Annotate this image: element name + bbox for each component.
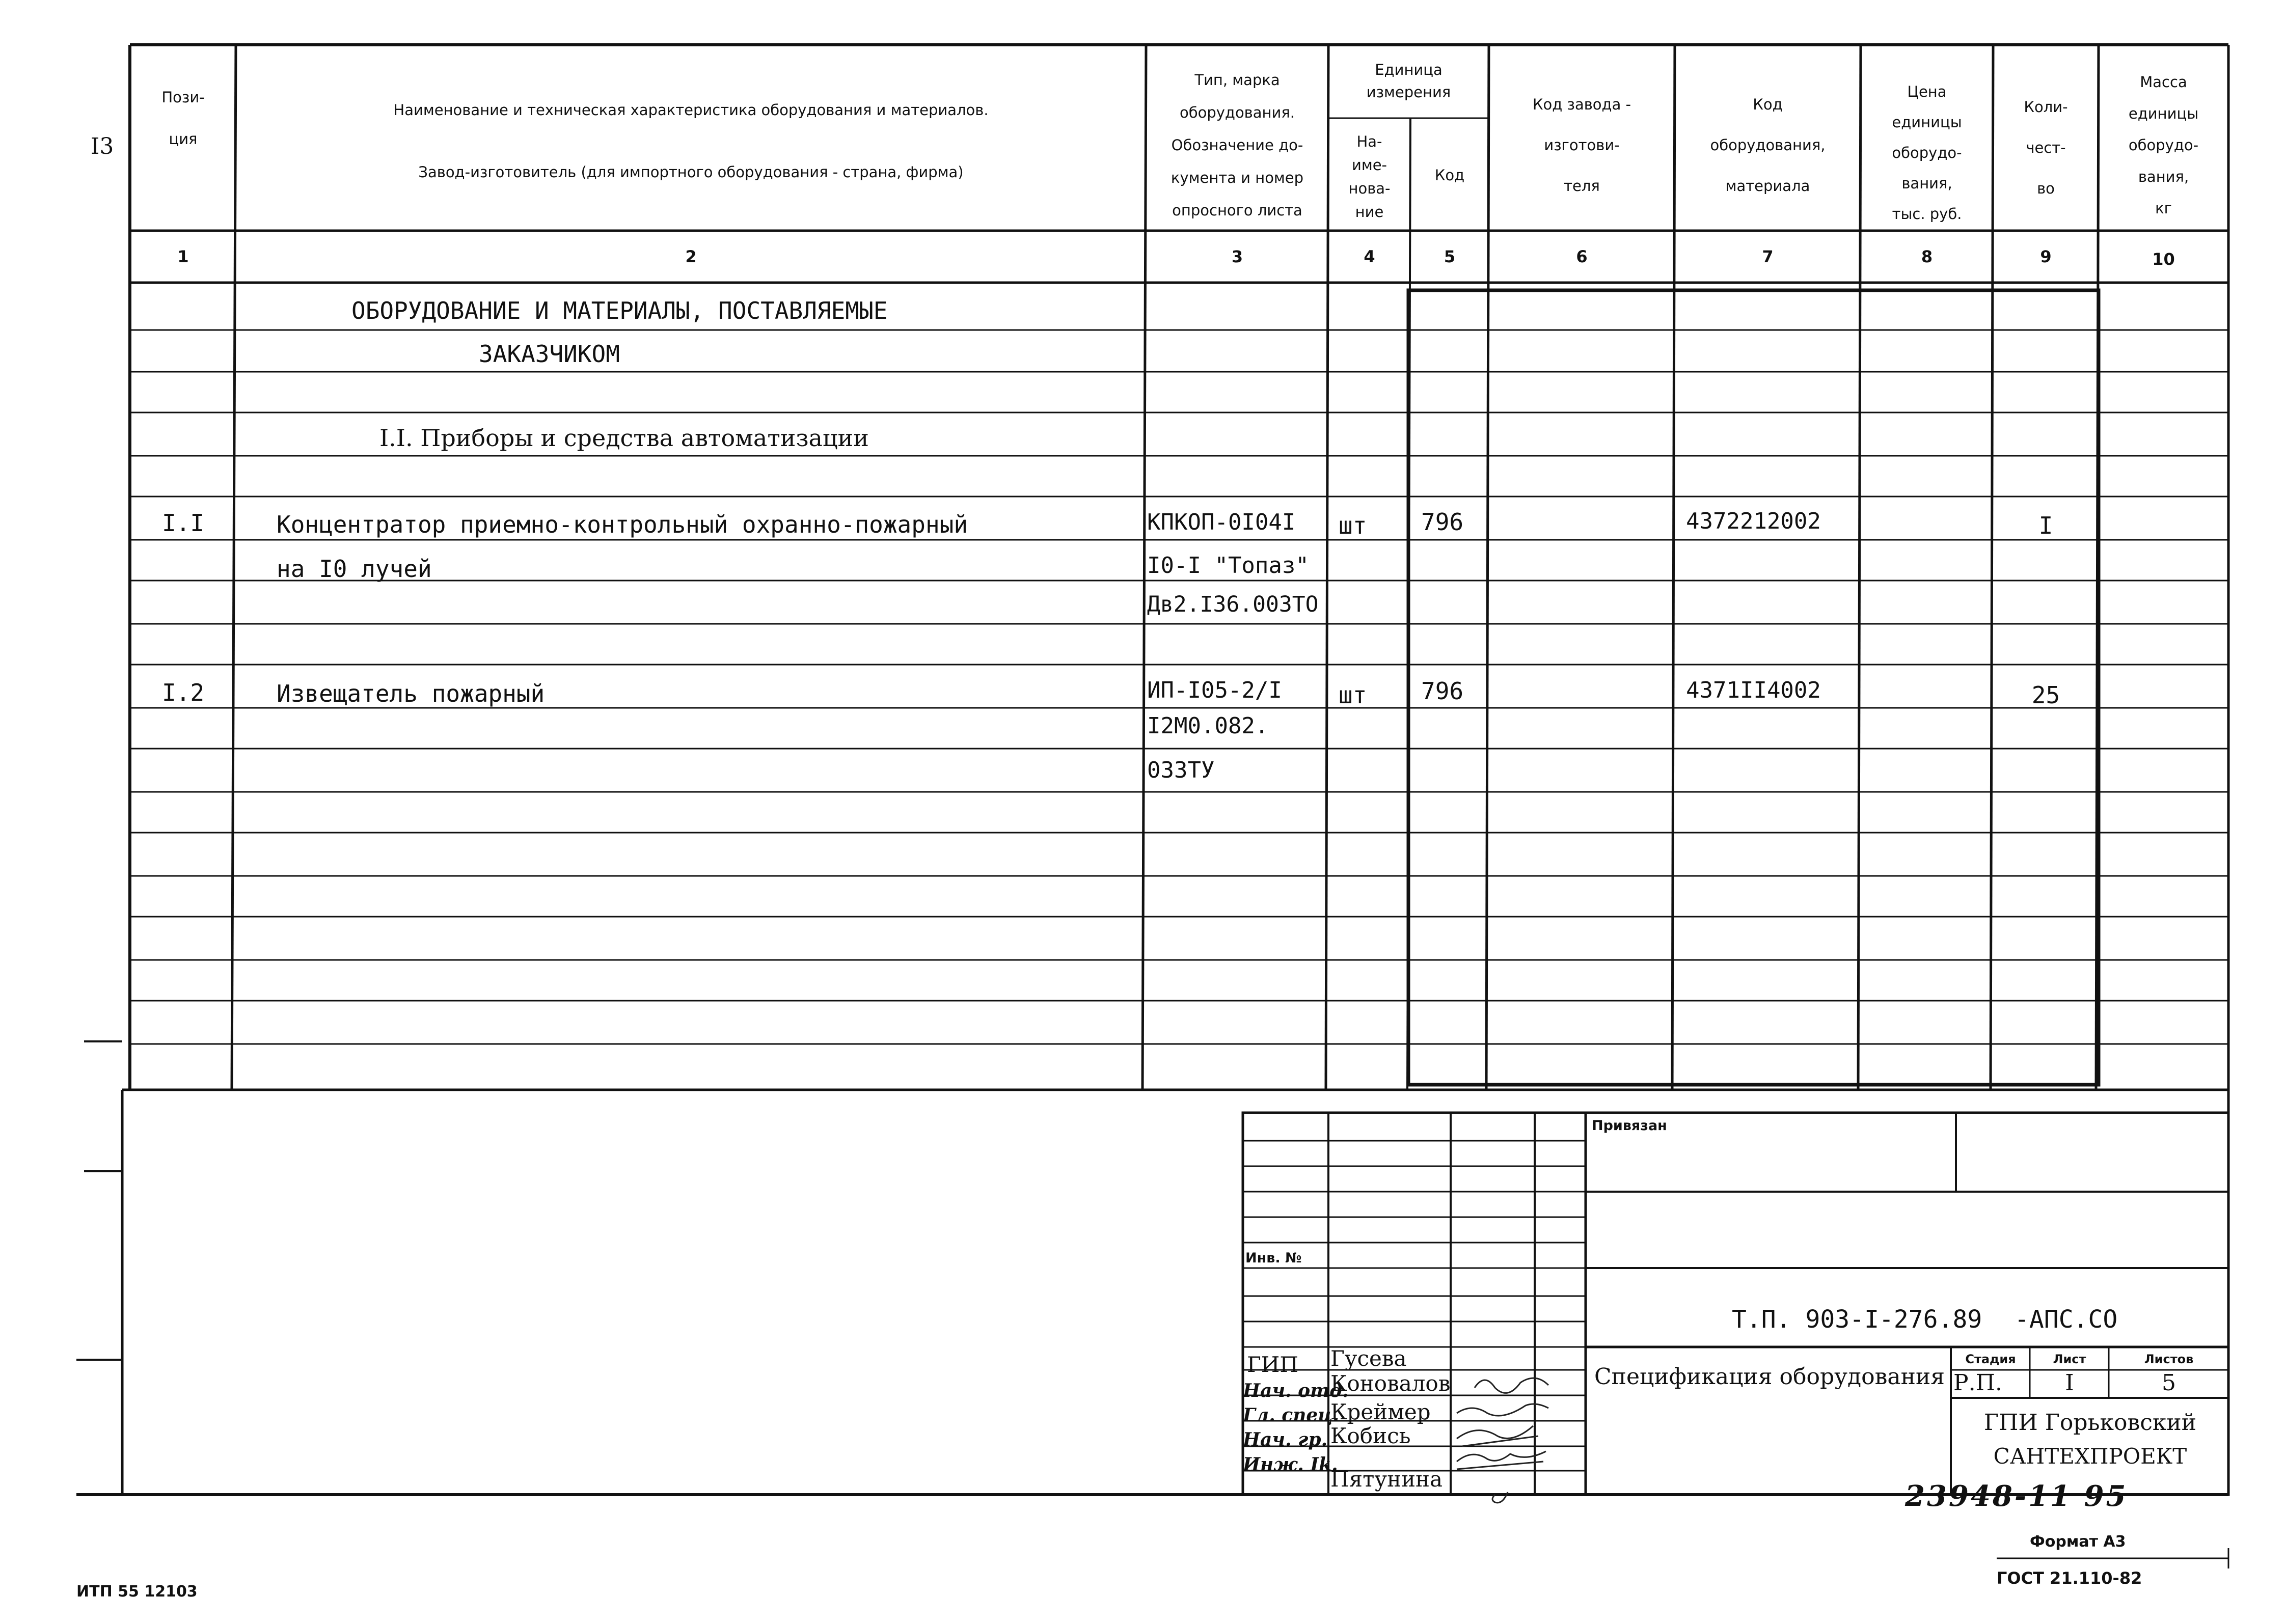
header-unit-group: Единица измерения xyxy=(1366,61,1451,101)
gost-label: ГОСТ 21.110-82 xyxy=(1997,1568,2142,1588)
format-label: Формат А3 xyxy=(2030,1533,2126,1551)
footer-code: ИТП 55 12103 xyxy=(76,1583,198,1601)
stamp-title: Спецификация оборудования xyxy=(1594,1364,1945,1390)
item1-position: I.I xyxy=(161,509,205,537)
header-col7: Код оборудования, материала xyxy=(1710,96,1826,195)
item2-type-line1: ИП-I05-2/I xyxy=(1147,677,1282,703)
colnum-4: 4 xyxy=(1364,247,1375,266)
header-col9: Коли- чест- во xyxy=(2024,98,2068,197)
item2-type-line3: 033ТУ xyxy=(1147,757,1215,783)
colnum-6: 6 xyxy=(1576,247,1588,266)
item1-name-line2: на I0 лучей xyxy=(277,555,432,583)
item2-unit-code: 796 xyxy=(1421,677,1464,705)
handwritten-number: 23948-11 95 xyxy=(1905,1479,2128,1513)
item1-type-line1: КПКОП-0I04I xyxy=(1147,509,1296,535)
header-col5: Код xyxy=(1434,167,1465,184)
section-title-line1: ОБОРУДОВАНИЕ И МАТЕРИАЛЫ, ПОСТАВЛЯЕМЫЕ xyxy=(351,297,888,324)
item1-quantity: I xyxy=(2038,512,2053,539)
stamp-name-3: Креймер xyxy=(1330,1399,1431,1424)
item1-unit-code: 796 xyxy=(1421,508,1464,536)
stamp-name-2: Коновалов xyxy=(1330,1371,1451,1396)
stamp-org-line1: ГПИ Горьковский xyxy=(1983,1410,2197,1436)
stamp-stage: Р.П. xyxy=(1953,1370,2002,1396)
stamp-role-1: Нач. отд. xyxy=(1243,1380,1349,1401)
stamp-doc-suffix: -АПС.СО xyxy=(2015,1305,2118,1334)
stamp-privyazan: Привязан xyxy=(1592,1118,1667,1134)
item1-type-line2: I0-I "Топаз" xyxy=(1147,553,1309,579)
stamp-org-line2: САНТЕХПРОЕКТ xyxy=(1993,1444,2187,1469)
header-col2: Наименование и техническая характеристика оборудования и материалов. Завод-изготовитель (для импортного оборудования - страна, фирма) xyxy=(393,101,989,181)
colnum-9: 9 xyxy=(2040,247,2052,266)
section-title-line2: ЗАКАЗЧИКОМ xyxy=(479,340,620,368)
header-col8: Цена единицы оборудо- вания, тыс. руб. xyxy=(1892,83,1962,223)
stamp-sheets-label: Листов xyxy=(2144,1352,2194,1366)
colnum-10: 10 xyxy=(2152,250,2175,269)
stamp-role-2: Гл. спец. xyxy=(1243,1405,1339,1426)
item2-equipment-code: 4371II4002 xyxy=(1686,677,1821,703)
colnum-3: 3 xyxy=(1231,247,1243,266)
stamp-name-5: Пятунина xyxy=(1330,1467,1443,1492)
stamp-name-1: Гусева xyxy=(1330,1346,1407,1371)
header-col4: На- име- нова- ние xyxy=(1348,133,1391,221)
stamp-role-4: Инж. Ik. xyxy=(1243,1454,1338,1475)
stamp-role-3: Нач. гр. xyxy=(1243,1429,1328,1450)
colnum-1: 1 xyxy=(177,247,189,266)
header-col3: Тип, марка оборудования. Обозначение до- кумента и номер опросного листа xyxy=(1171,71,1304,219)
stamp-role-gip: ГИП xyxy=(1247,1352,1299,1377)
item2-quantity: 25 xyxy=(2031,681,2060,709)
item2-position: I.2 xyxy=(161,679,205,706)
stamp-sheet-label: Лист xyxy=(2053,1352,2086,1366)
header-col10: Масса единицы оборудо- вания, кг xyxy=(2128,73,2199,217)
item1-type-line3: Дв2.I36.003ТО xyxy=(1147,592,1319,617)
item1-unit: шт xyxy=(1339,512,1367,539)
stamp-name-4: Кобись xyxy=(1330,1423,1411,1448)
header-col6: Код завода - изготови- теля xyxy=(1532,96,1631,195)
header-col1: Пози- ция xyxy=(161,89,205,148)
stamp-doc-code: Т.П. 903-I-276.89 xyxy=(1732,1305,1982,1334)
colnum-5: 5 xyxy=(1444,247,1456,266)
stamp-sheets: 5 xyxy=(2162,1370,2176,1396)
subsection-title: I.I. Приборы и средства автоматизации xyxy=(379,424,869,452)
item2-type-line2: I2М0.082. xyxy=(1147,713,1269,739)
item1-name-line1: Концентратор приемно-контрольный охранно-пожарный xyxy=(277,511,968,538)
stamp-stage-label: Стадия xyxy=(1965,1352,2016,1366)
stamp-inv-label: Инв. № xyxy=(1245,1250,1302,1266)
stamp-sheet: I xyxy=(2065,1370,2074,1396)
colnum-2: 2 xyxy=(685,247,697,266)
colnum-7: 7 xyxy=(1762,247,1774,266)
colnum-8: 8 xyxy=(1921,247,1933,266)
item2-name-line1: Извещатель пожарный xyxy=(277,680,545,707)
margin-mark: I3 xyxy=(91,133,114,159)
item2-unit: шт xyxy=(1339,681,1367,709)
item1-equipment-code: 4372212002 xyxy=(1686,508,1821,534)
